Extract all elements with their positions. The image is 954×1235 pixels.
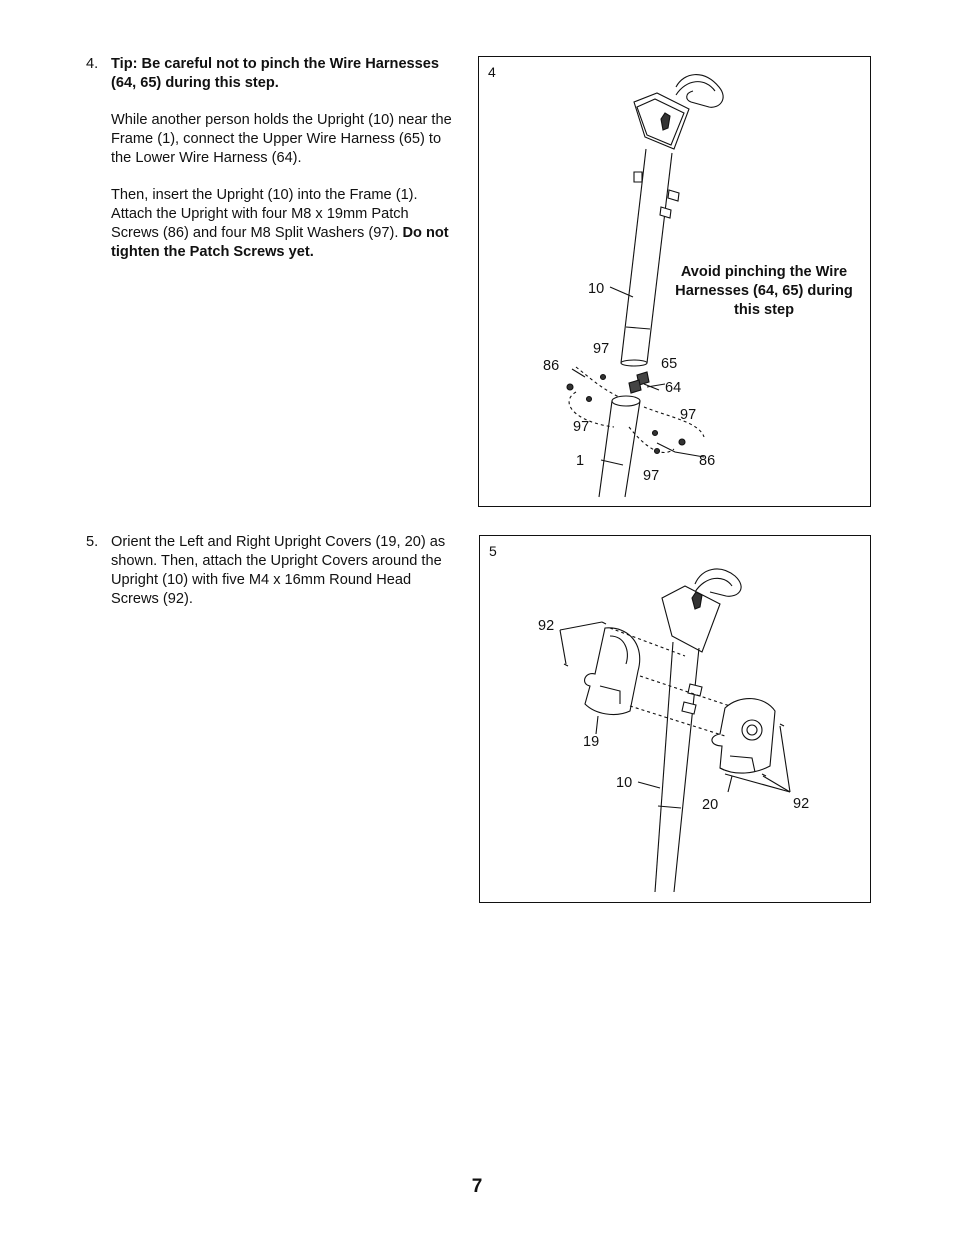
step-body [111,55,456,280]
part-label: 92 [538,618,555,634]
figure-number: 5 [489,543,497,559]
figure-4 [478,56,871,507]
part-label: 65 [661,356,678,372]
step-warning: Do not tighten the Patch Screws yet. [111,225,449,260]
step-paragraph: While another person holds the Upright (10) near the Frame (1), connect the Upper Wire Harness (65) to the Lower Wire Harness (64). [111,112,452,166]
step-paragraph: Orient the Left and Right Upright Covers (19, 20) as shown. Then, attach the Upright Covers around the Upright (10) with five M4 x 16mm Round Head Screws (92). [111,534,446,607]
part-label: 92 [793,796,810,812]
part-label: 10 [588,281,605,297]
step-tip: Tip: Be careful not to pinch the Wire Harnesses (64, 65) during this step. [111,56,440,91]
figure-5-drawing [480,536,870,902]
part-label: 86 [543,358,560,374]
step-paragraph-text: Then, insert the Upright (10) into the Frame (1). Attach the Upright with four M8 x 19mm Patch Screws (86) and four M8 Split Washers (97). [111,187,418,241]
step-number: 5. [86,534,99,550]
part-label: 97 [593,341,610,357]
part-label: 64 [665,380,682,396]
part-label: 97 [643,468,660,484]
step-number: 4. [86,56,99,72]
figure-number: 4 [488,64,496,80]
part-label: 19 [583,734,600,750]
figure-note: Avoid pinching the Wire Harnesses (64, 65) during this step [675,264,853,318]
part-label: 97 [680,407,697,423]
step-paragraph [111,186,456,262]
part-label: 86 [699,453,716,469]
figure-4-drawing [479,57,870,506]
figure-5 [479,535,871,903]
part-label: 1 [576,453,585,469]
step-body [111,533,456,627]
part-label: 97 [573,419,590,435]
page-number: 7 [471,1176,483,1197]
part-label: 20 [702,797,719,813]
part-label: 10 [616,775,633,791]
